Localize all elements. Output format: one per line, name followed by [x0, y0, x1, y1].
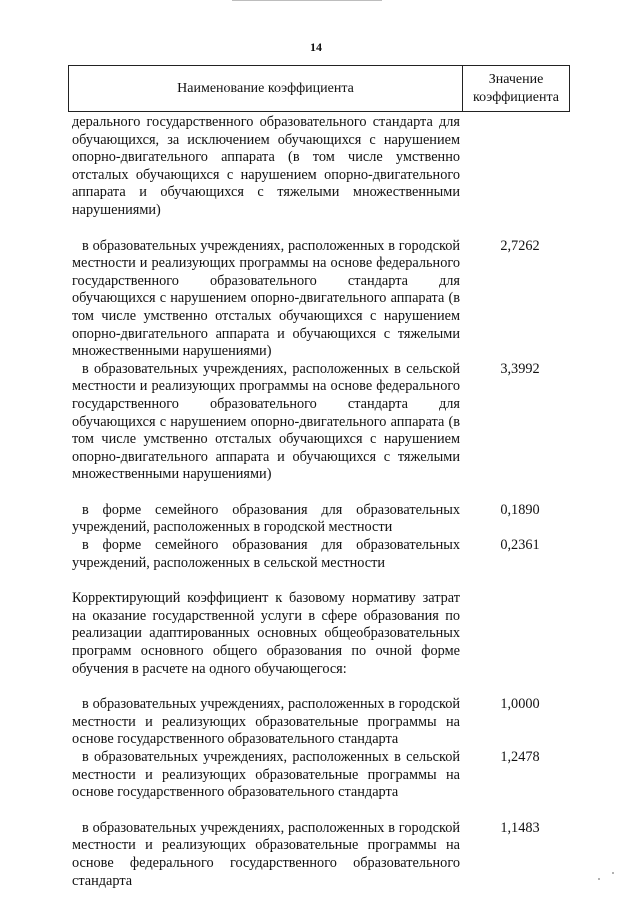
scan-artifact-dot — [612, 872, 614, 874]
table-row — [72, 749, 572, 802]
table-body — [72, 114, 572, 890]
column-header-name: Наименование коэффициента — [69, 66, 463, 111]
row-description: в образовательных учреждениях, расположенных в сельской местности и реализующих образовательные программы на основе государственного образовательного стандарта — [72, 749, 460, 801]
row-value: 0,1890 — [500, 501, 540, 518]
table-row — [72, 361, 572, 484]
correction-coefficient-paragraph: Корректирующий коэффициент к базовому нормативу затрат на оказание государственной услуги в сфере образования по реализации адаптированных основных общеобразовательных программ основного общего образования по очной форме обучения в расчете на одного обучающегося: — [72, 590, 460, 677]
row-description: в форме семейного образования для образовательных учреждений, расположенных в сельской местности — [72, 537, 460, 571]
scan-artifact-dot — [598, 878, 600, 880]
row-description: в форме семейного образования для образовательных учреждений, расположенных в городской местности — [72, 501, 460, 536]
continuation-text: дерального государственного образовательного стандарта для обучающихся, за исключением обучающихся с нарушением опорно-двигательного аппарата (в том числе умственно отсталых обучающихся с нарушением опорно-двигательного аппарата и обучающихся с тяжелыми множественными нарушениями) — [72, 114, 460, 218]
table-row — [72, 696, 572, 749]
table-row — [72, 537, 572, 572]
table-row — [72, 114, 572, 220]
row-value: 2,7262 — [500, 237, 540, 254]
table-header — [68, 65, 570, 112]
row-description: в образовательных учреждениях, расположенных в городской местности и реализующих образовательные программы на основе государственного образовательного стандарта — [72, 696, 460, 748]
row-value: 1,1483 — [500, 819, 540, 836]
page-number: 14 — [310, 40, 322, 54]
scan-artifact-line — [232, 0, 382, 4]
row-value: 1,0000 — [500, 696, 540, 713]
row-description: в образовательных учреждениях, расположенных в городской местности и реализующих программы на основе федерального государственного образовательного стандарта для обучающихся с нарушением опорно-двигательного аппарата (в том числе умственно отсталых обучающихся с нарушением опорно-двигательного аппарата и обучающихся с тяжелыми множественными нарушениями) — [72, 237, 460, 360]
row-value: 1,2478 — [500, 749, 540, 765]
row-value: 0,2361 — [500, 537, 540, 554]
row-description: в образовательных учреждениях, расположенных в городской местности и реализующих образовательные программы на основе федерального государственного образовательного стандарта — [72, 819, 460, 889]
column-header-value: Значение коэффициента — [473, 71, 559, 105]
table-row — [72, 820, 572, 890]
table-row — [72, 238, 572, 361]
row-description: в образовательных учреждениях, расположенных в сельской местности и реализующих программы на основе федерального государственного образовательного стандарта для обучающихся с нарушением опорно-двигательного аппарата (в том числе умственно отсталых обучающихся с нарушением опорно-двигательного аппарата и обучающихся с тяжелыми множественными нарушениями) — [72, 360, 460, 483]
table-row — [72, 502, 572, 537]
row-value: 3,3992 — [500, 360, 540, 377]
